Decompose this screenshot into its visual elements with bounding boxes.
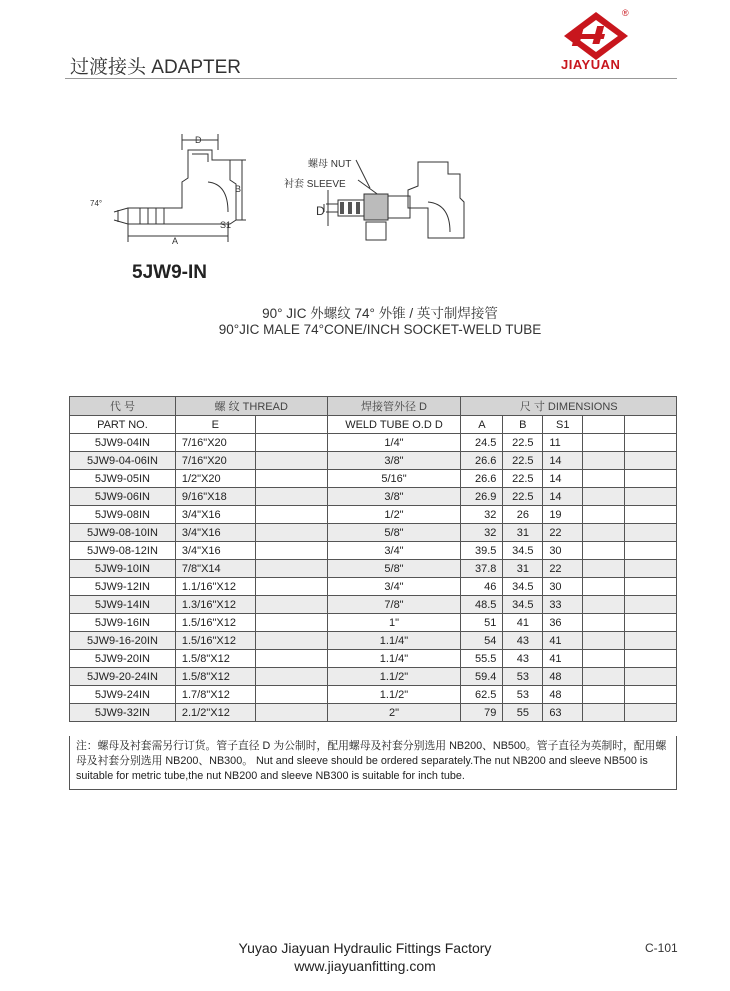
table-header-row-1 (70, 397, 677, 416)
cell-a: 32 (461, 524, 503, 542)
table-row (70, 506, 677, 524)
cell-thread: 7/8"X14 (175, 560, 255, 578)
cell-b: 22.5 (503, 470, 543, 488)
cell-weld-od: 1/2" (327, 506, 461, 524)
cell-thread: 1.5/16"X12 (175, 614, 255, 632)
cell-part-no: 5JW9-08-12IN (70, 542, 176, 560)
header-dimensions: 尺 寸 DIMENSIONS (461, 397, 677, 416)
cell-s1: 14 (543, 488, 583, 506)
table-row (70, 686, 677, 704)
part-title: 5JW9-IN (132, 262, 207, 283)
cell-thread: 3/4"X16 (175, 524, 255, 542)
table-row (70, 650, 677, 668)
cell-s1: 63 (543, 704, 583, 722)
cell-weld-od: 1.1/2" (327, 668, 461, 686)
cell-a: 54 (461, 632, 503, 650)
cell-weld-od: 1/4" (327, 434, 461, 452)
cell-part-no: 5JW9-20IN (70, 650, 176, 668)
cell-s1: 30 (543, 542, 583, 560)
cell-weld-od: 5/8" (327, 560, 461, 578)
cell-a: 46 (461, 578, 503, 596)
cell-weld-od: 1.1/4" (327, 632, 461, 650)
table-row (70, 578, 677, 596)
cell-b: 22.5 (503, 434, 543, 452)
cell-part-no: 5JW9-08-10IN (70, 524, 176, 542)
cell-part-no: 5JW9-05IN (70, 470, 176, 488)
description-en: 90°JIC MALE 74°CONE/INCH SOCKET-WELD TUBE (218, 322, 542, 337)
cell-s1: 30 (543, 578, 583, 596)
cell-part-no: 5JW9-20-24IN (70, 668, 176, 686)
cell-a: 55.5 (461, 650, 503, 668)
cell-a: 48.5 (461, 596, 503, 614)
table-row (70, 452, 677, 470)
cell-part-no: 5JW9-16-20IN (70, 632, 176, 650)
cell-thread: 3/4"X16 (175, 542, 255, 560)
cell-thread: 1.7/8"X12 (175, 686, 255, 704)
cell-part-no: 5JW9-12IN (70, 578, 176, 596)
cell-thread: 7/16"X20 (175, 452, 255, 470)
cell-b: 41 (503, 614, 543, 632)
table-row (70, 470, 677, 488)
cell-part-no: 5JW9-32IN (70, 704, 176, 722)
cell-weld-od: 3/8" (327, 488, 461, 506)
cell-s1: 48 (543, 686, 583, 704)
cell-b: 53 (503, 668, 543, 686)
cell-s1: 11 (543, 434, 583, 452)
table-header-row-2 (70, 416, 677, 434)
table-row (70, 614, 677, 632)
cell-part-no: 5JW9-14IN (70, 596, 176, 614)
header-e: E (175, 416, 255, 434)
cell-thread: 2.1/2"X12 (175, 704, 255, 722)
header-weld: 焊接管外径 D (327, 397, 461, 416)
cell-thread: 9/16"X18 (175, 488, 255, 506)
footer-url: www.jiayuanfitting.com (294, 958, 436, 974)
table-row (70, 632, 677, 650)
tube-diameter-label: D (316, 204, 325, 218)
brand-name: JIAYUAN (561, 57, 621, 72)
sleeve-label: 衬套 SLEEVE (284, 179, 346, 190)
table-row (70, 434, 677, 452)
cell-weld-od: 1.1/2" (327, 686, 461, 704)
cell-s1: 14 (543, 452, 583, 470)
cell-b: 43 (503, 632, 543, 650)
cell-part-no: 5JW9-16IN (70, 614, 176, 632)
cell-b: 34.5 (503, 578, 543, 596)
cell-b: 26 (503, 506, 543, 524)
cell-weld-od: 1.1/4" (327, 650, 461, 668)
description-cn: 90° JIC 外螺纹 74° 外锥 / 英寸制焊接管 (262, 306, 498, 321)
cell-weld-od: 1" (327, 614, 461, 632)
page-title: 过渡接头 ADAPTER (70, 57, 242, 78)
cell-part-no: 5JW9-04IN (70, 434, 176, 452)
cell-weld-od: 5/8" (327, 524, 461, 542)
dim-d-label: D (195, 135, 202, 145)
cell-s1: 41 (543, 650, 583, 668)
header-weld-od: WELD TUBE O.D D (327, 416, 461, 434)
cell-a: 62.5 (461, 686, 503, 704)
cell-b: 22.5 (503, 488, 543, 506)
header-divider (65, 78, 677, 79)
table-row (70, 668, 677, 686)
cell-weld-od: 7/8" (327, 596, 461, 614)
cell-a: 26.9 (461, 488, 503, 506)
cell-s1: 48 (543, 668, 583, 686)
cell-b: 43 (503, 650, 543, 668)
cell-b: 34.5 (503, 542, 543, 560)
table-row (70, 524, 677, 542)
table-row (70, 560, 677, 578)
cell-weld-od: 3/8" (327, 452, 461, 470)
cell-weld-od: 5/16" (327, 470, 461, 488)
footer-company: Yuyao Jiayuan Hydraulic Fittings Factory (238, 940, 492, 956)
cell-b: 22.5 (503, 452, 543, 470)
dim-a-label: A (172, 236, 179, 246)
cell-thread: 3/4"X16 (175, 506, 255, 524)
cell-b: 55 (503, 704, 543, 722)
cell-b: 53 (503, 686, 543, 704)
cell-a: 79 (461, 704, 503, 722)
cell-thread: 7/16"X20 (175, 434, 255, 452)
cell-thread: 1.1/16"X12 (175, 578, 255, 596)
cell-b: 31 (503, 560, 543, 578)
cell-thread: 1.5/16"X12 (175, 632, 255, 650)
cell-a: 39.5 (461, 542, 503, 560)
table-row (70, 704, 677, 722)
cell-a: 32 (461, 506, 503, 524)
cell-weld-od: 3/4" (327, 542, 461, 560)
table-row (70, 596, 677, 614)
cell-weld-od: 2" (327, 704, 461, 722)
dimensions-table (69, 396, 677, 722)
assembly-drawing (278, 150, 478, 255)
cell-a: 59.4 (461, 668, 503, 686)
cell-a: 24.5 (461, 434, 503, 452)
cell-part-no: 5JW9-08IN (70, 506, 176, 524)
cell-b: 31 (503, 524, 543, 542)
header-s1: S1 (543, 416, 583, 434)
cell-s1: 36 (543, 614, 583, 632)
table-row (70, 488, 677, 506)
cell-a: 26.6 (461, 452, 503, 470)
cell-part-no: 5JW9-06IN (70, 488, 176, 506)
elbow-dimension-drawing (88, 132, 248, 247)
cell-part-no: 5JW9-04-06IN (70, 452, 176, 470)
cell-thread: 1/2"X20 (175, 470, 255, 488)
dim-s1-label: S1 (220, 220, 232, 230)
header-code: 代 号 (70, 397, 176, 416)
order-note: 注：螺母及衬套需另行订货。管子直径 D 为公制时，配用螺母及衬套分别选用 NB200、NB500。管子直径为英制时，配用螺母及衬套分别选用 NB200、NB300。 Nut and sleeve should be ordered separately.The nut NB200 and sleeve NB500 is suitable for metric tube,the nut NB200 and sleeve NB300 is suitable for inch tube. (69, 736, 677, 790)
dim-b-label: B (235, 184, 242, 194)
cell-thread: 1.3/16"X12 (175, 596, 255, 614)
header-b: B (503, 416, 543, 434)
cell-part-no: 5JW9-10IN (70, 560, 176, 578)
cell-thread: 1.5/8"X12 (175, 668, 255, 686)
cell-a: 37.8 (461, 560, 503, 578)
cell-weld-od: 3/4" (327, 578, 461, 596)
angle-label: 74° (90, 199, 103, 208)
header-a: A (461, 416, 503, 434)
header-part-no: PART NO. (70, 416, 176, 434)
cell-s1: 19 (543, 506, 583, 524)
cell-a: 51 (461, 614, 503, 632)
registered-mark: ® (622, 8, 629, 18)
cell-s1: 41 (543, 632, 583, 650)
cell-s1: 22 (543, 560, 583, 578)
cell-s1: 33 (543, 596, 583, 614)
page-number: C-101 (645, 941, 678, 955)
table-row (70, 542, 677, 560)
nut-label: 螺母 NUT (308, 159, 352, 170)
cell-s1: 22 (543, 524, 583, 542)
header-thread: 螺 纹 THREAD (175, 397, 327, 416)
cell-thread: 1.5/8"X12 (175, 650, 255, 668)
cell-s1: 14 (543, 470, 583, 488)
cell-b: 34.5 (503, 596, 543, 614)
cell-a: 26.6 (461, 470, 503, 488)
cell-part-no: 5JW9-24IN (70, 686, 176, 704)
